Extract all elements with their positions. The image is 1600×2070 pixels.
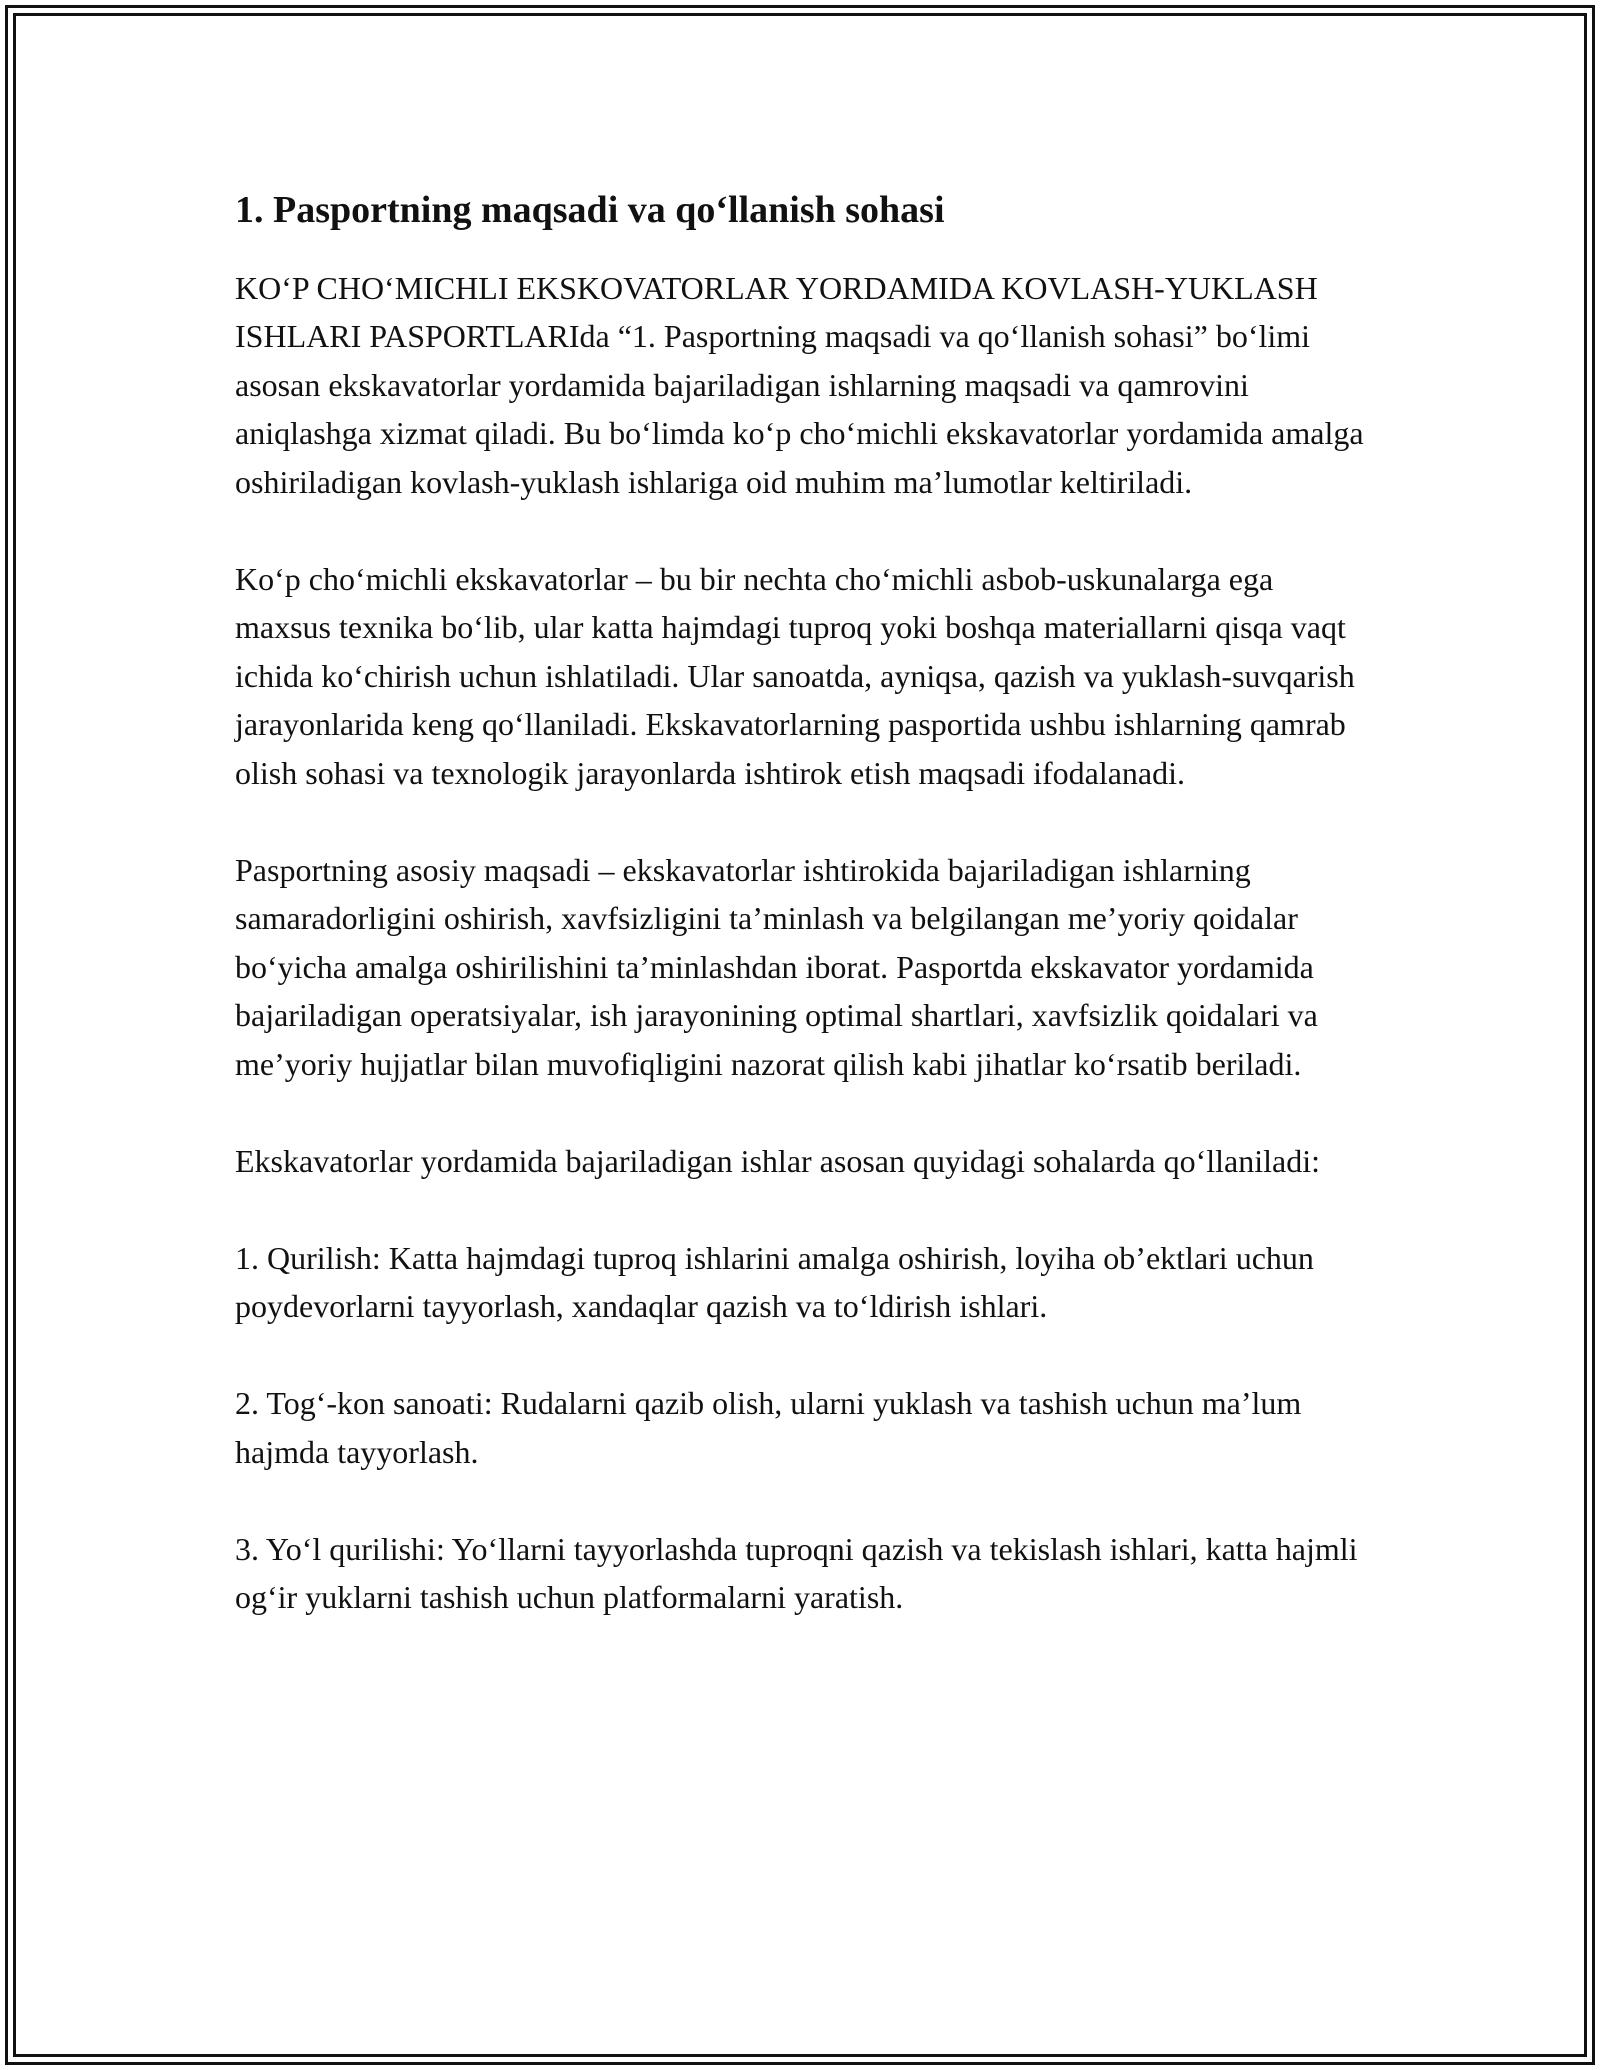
- paragraph-application-areas-intro: Ekskavatorlar yordamida bajariladigan ishlar asosan quyidagi sohalarda qo‘llaniladi:: [235, 1142, 1320, 1179]
- section-heading: 1. Pasportning maqsadi va qo‘llanish sohasi: [235, 189, 945, 231]
- list-item-road-construction: 3. Yo‘l qurilishi: Yo‘llarni tayyorlashda tuproqni qazish va tekislash ishlari, katta hajmli og‘ir yuklarni tashish uchun platformalarni yaratish.: [235, 1530, 1358, 1616]
- paragraph-passport-purpose: Pasportning asosiy maqsadi – ekskavatorlar ishtirokida bajariladigan ishlarning samaradorligini oshirish, xavfsizligini ta’minlash va belgilangan me’yoriy qoidalar bo‘yicha amalga oshirilishini ta’minlashdan iborat. Pasportda ekskavator yordamida bajariladigan operatsiyalar, ish jarayonining optimal shartlari, xavfsizlik qoidalari va me’yoriy hujjatlar bilan muvofiqligini nazorat qilish kabi jihatlar ko‘rsatib beriladi.: [235, 851, 1318, 1082]
- list-item-mining: 2. Tog‘-kon sanoati: Rudalarni qazib olish, ularni yuklash va tashish uchun ma’lum hajmda tayyorlash.: [235, 1385, 1302, 1470]
- document-body: [235, 182, 1375, 1670]
- paragraph-excavators-description: Ko‘p cho‘michli ekskavatorlar – bu bir nechta cho‘michli asbob-uskunalarga ega maxsus texnika bo‘lib, ular katta hajmdagi tuproq yoki boshqa materiallarni qisqa vaqt ichida ko‘chirish uchun ishlatiladi. Ular sanoatda, ayniqsa, qazish va yuklash-suvqarish jarayonlarida keng qo‘llaniladi. Ekskavatorlarning pasportida ushbu ishlarning qamrab olish sohasi va texnologik jarayonlarda ishtirok etish maqsadi ifodalanadi.: [235, 560, 1355, 791]
- list-item-construction: 1. Qurilish: Katta hajmdagi tuproq ishlarini amalga oshirish, loyiha ob’ektlari uchun poydevorlarni tayyorlash, xandaqlar qazish va to‘ldirish ishlari.: [235, 1239, 1314, 1325]
- paragraph-intro: KO‘P CHO‘MICHLI EKSKOVATORLAR YORDAMIDA KOVLASH-YUKLASH ISHLARI PASPORTLARIda “1. Pasportning maqsadi va qo‘llanish sohasi” bo‘limi asosan ekskavatorlar yordamida bajariladigan ishlarning maqsadi va qamrovini aniqlashga xizmat qiladi. Bu bo‘limda ko‘p cho‘michli ekskavatorlar yordamida amalga oshiriladigan kovlash-yuklash ishlariga oid muhim ma’lumotlar keltiriladi.: [235, 269, 1364, 500]
